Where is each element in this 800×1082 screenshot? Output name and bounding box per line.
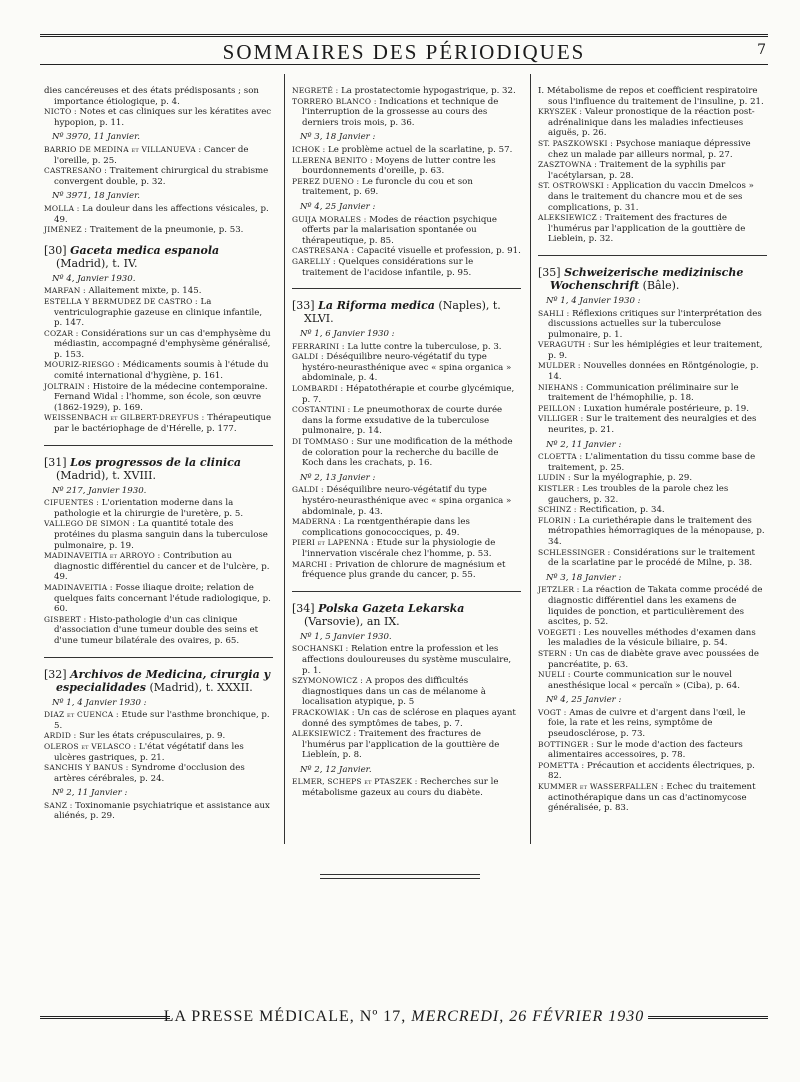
article-author: VERAGUTH : (538, 340, 591, 350)
article-entry (292, 156, 521, 177)
article-entry (538, 516, 767, 548)
article-title: La réaction de Takata comme procédé de diagnostic différentiel dans les examens de liquides de ponction, et particulièrement des ascites, p. 52. (548, 585, 763, 628)
journal-heading-32 (44, 668, 273, 694)
article-title: Rectification, p. 34. (576, 505, 665, 516)
article-entry (292, 215, 521, 247)
article-author: KISTLER : (538, 484, 580, 493)
article-author: NEGRETÉ : (292, 86, 339, 95)
page-header (40, 28, 768, 68)
article-author: ST. OSTROWSKI : (538, 181, 610, 191)
issue-heading: Nº 1, 6 Janvier 1930 : (300, 329, 395, 340)
article-author: ALEKSIEWICZ : (538, 213, 603, 223)
article-title: L'orientation moderne dans la pathologie et la chirurgie de l'uretère, p. 5. (54, 498, 244, 519)
issue-heading: Nº 3, 18 Janvier : (546, 572, 622, 583)
article-entry (538, 181, 767, 213)
issue-heading: Nº 1, 4 Janvier 1930 : (52, 697, 147, 708)
article-author: SANZ : (44, 800, 73, 810)
article-title: L'état végétatif dans les ulcères gastriques, p. 21. (54, 741, 244, 763)
article-entry (538, 383, 767, 404)
article-author: CLOETTA : (538, 452, 583, 462)
article-entry (44, 801, 273, 822)
article-entry (44, 551, 273, 583)
entries-32a (44, 710, 273, 784)
article-author: ESTELLA Y BERMUDEZ DE CASTRO : (44, 296, 198, 306)
article-title: Histo-pathologie d'un cas clinique d'association d'une tumeur double des seins et d'une tumeur bilatérale des ovaires, p. 65. (54, 614, 259, 646)
article-author: ICHOK : (292, 144, 326, 154)
article-title: Modes de réaction psychique offerts par la malarisation spontanée ou thérapeutique, p. 85. (302, 214, 497, 246)
header-rule-top (40, 34, 768, 37)
issue-heading: Nº 2, 11 Janvier : (546, 439, 622, 450)
article-entry (538, 473, 767, 484)
article-title: La lutte contre la tuberculose, p. 3. (344, 341, 502, 352)
article-title: La ventriculographie gazeuse en clinique infantile, p. 147. (54, 296, 263, 329)
article-title: Syndrome d'occlusion des artères cérébrales, p. 24. (54, 763, 245, 784)
article-title: Communication préliminaire sur le traitement de l'hémophilie, p. 18. (548, 382, 739, 404)
article-title: La prostatectomie hypogastrique, p. 32. (338, 86, 516, 96)
article-author: DIAZ et CUENCA : (44, 710, 119, 720)
article-title: La quantité totale des protéines du plasma sanguin dans la tuberculose pulmonaire, p. 19. (54, 519, 268, 551)
article-entry (538, 548, 767, 569)
article-entry (292, 485, 521, 517)
article-title: Privation de chlorure de magnésium et fréquence plus grande du cancer, p. 55. (302, 559, 506, 581)
article-entry (538, 585, 767, 627)
end-rule (320, 878, 480, 879)
article-author: JETZLER : (538, 585, 580, 595)
article-title: Luxation humérale postérieure, p. 19. (580, 403, 749, 414)
article-entry (292, 145, 521, 156)
article-title: Thérapeutique par le bactériophage de d'Hérelle, p. 177. (54, 413, 272, 435)
article-entry (44, 225, 273, 236)
article-title: Relation entre la profession et les affections douloureuses du système musculaire, p. 1. (302, 644, 512, 676)
article-author: VOEGETI : (538, 627, 582, 637)
journal-heading-30 (44, 244, 273, 270)
article-author: SOCHANSKI : (292, 644, 349, 654)
article-title: Médicaments soumis à l'étude du comité international d'hygiène, p. 161. (54, 360, 269, 382)
column-left (44, 86, 273, 822)
article-entry (538, 452, 767, 473)
column-divider-right (530, 74, 531, 844)
footer-date: MERCREDI, 26 FÉVRIER 1930 (411, 1008, 645, 1025)
article-entry (538, 414, 767, 435)
article-title: Etude sur la physiologie de l'innervation viscérale chez l'homme, p. 53. (302, 538, 496, 559)
journal-name: Los progressos de la clinica (70, 455, 241, 469)
article-author: POMETTA : (538, 760, 585, 770)
article-title: Indications et technique de l'interruption de la grossesse au cours des derniers trois mois, p. 36. (302, 96, 499, 128)
entries-continued (292, 86, 521, 128)
end-rules (320, 874, 480, 882)
journal-number: [32] (44, 667, 67, 681)
entries-35c (538, 585, 767, 691)
article-title: Sur les états crépusculaires, p. 9. (76, 731, 226, 742)
article-author: GALDI : (292, 352, 324, 362)
article-title: A propos des difficultés diagnostiques dans un cas de mélanome à localisation atypique, p. 5 (302, 676, 486, 708)
journal-name: Schweizerische medizinische Wochenschrift (550, 265, 744, 292)
article-entry (292, 177, 521, 198)
article-author: MADINAVEITIA et ARROYO : (44, 551, 161, 561)
article-title: Toxinomanie psychiatrique et assistance aux aliénés, p. 29. (54, 800, 270, 822)
journal-number: [30] (44, 243, 67, 257)
article-author: CIFUENTES : (44, 498, 99, 508)
section-rule (292, 288, 521, 289)
journal-number: [33] (292, 299, 315, 313)
journal-info: (Naples), t. XLVI. (304, 299, 501, 326)
journal-info: (Madrid), t. IV. (56, 256, 138, 270)
entries-continued (44, 86, 273, 128)
article-title: Les nouvelles méthodes d'examen dans les maladies de la vésicule biliaire, p. 54. (548, 627, 756, 649)
article-entry (538, 139, 767, 160)
journal-name: Gaceta medica espanola (70, 243, 220, 257)
issue-heading: Nº 1, 4 Janvier 1930 : (546, 295, 641, 306)
article-entry (292, 777, 521, 798)
article-entry (44, 204, 273, 225)
article-title: Sur le mode d'action des facteurs alimentaires accessoires, p. 78. (548, 739, 743, 761)
footer-journal: LA PRESSE MÉDICALE, Nº 17, (163, 1008, 407, 1025)
article-title: Courte communication sur le nouvel anesthésique local « percaïn » (Ciba), p. 64. (548, 670, 740, 691)
entries-31 (44, 498, 273, 646)
article-entry (538, 340, 767, 361)
article-entry (44, 286, 273, 297)
article-title: Contribution au diagnostic différentiel du cancer et de l'ulcère, p. 49. (54, 551, 270, 583)
article-entry (538, 761, 767, 782)
article-author: GARELLY : (292, 256, 336, 266)
column-divider-left (284, 74, 285, 844)
article-author: BOTTINGER : (538, 739, 594, 749)
article-author: VALLEGO DE SIMON : (44, 519, 136, 529)
article-entry (538, 740, 767, 761)
issue-heading: Nº 3970, 11 Janvier. (52, 132, 140, 143)
article-author: LLERENA BENITO : (292, 155, 373, 165)
article-title: Précaution et accidents électriques, p. 82. (548, 760, 755, 782)
article-entry (292, 676, 521, 708)
article-author: WEISSENBACH et GILBERT-DREYFUS : (44, 413, 205, 423)
entries-32b (44, 801, 273, 822)
article-author: SCHLESSINGER : (538, 547, 611, 557)
article-author: KRYSZEK : (538, 107, 583, 117)
article-author: OLEROS et VELASCO : (44, 741, 137, 751)
journal-number: [34] (292, 601, 315, 615)
article-entry (44, 742, 273, 763)
article-author: ZASZTOWNA : (538, 160, 597, 170)
section-rule (44, 445, 273, 446)
article-entry (44, 763, 273, 784)
article-entry (292, 97, 521, 129)
article-author: VOGT : (538, 707, 567, 717)
article-entry (44, 107, 273, 128)
article-entry (44, 86, 273, 107)
article-entry (292, 257, 521, 278)
article-title: Sur le traitement des neuralgies et des neurites, p. 21. (548, 414, 757, 436)
issue-heading: Nº 1, 5 Janvier 1930. (300, 631, 392, 642)
article-title: Cancer de l'oreille, p. 25. (54, 144, 249, 166)
article-title: Sur les hémiplégies et leur traitement, p. 9. (548, 340, 763, 361)
article-author: MARCHI : (292, 559, 333, 569)
article-entry (44, 519, 273, 551)
article-title: Hépatothérapie et courbe glycémique, p. 7. (302, 384, 515, 405)
article-title: Notes et cas cliniques sur les kératites avec hypopion, p. 11. (54, 107, 272, 128)
article-entry (292, 729, 521, 761)
article-author: NICTO : (44, 107, 77, 117)
article-author: DI TOMMASO : (292, 437, 354, 447)
article-author: TORRERO BLANCO : (292, 96, 377, 106)
article-entry (538, 213, 767, 245)
entries-n4 (292, 215, 521, 279)
article-title: Allaitement mixte, p. 145. (85, 286, 202, 297)
article-author: PIERI et LAPENNA : (292, 538, 374, 548)
article-title: dies cancéreuses et des états prédisposants ; son importance étiologique, p. 4. (44, 86, 259, 107)
article-entry (538, 708, 767, 740)
journal-heading-35 (538, 266, 767, 292)
article-author: GISBERT : (44, 614, 87, 624)
article-title: Traitement des fractures de l'humérus par l'application de la gouttière de Lieblein, p. 32. (548, 213, 746, 245)
article-entry (292, 644, 521, 676)
article-entry (538, 160, 767, 181)
article-entry (44, 498, 273, 519)
column-middle (292, 86, 521, 799)
issue-heading: Nº 4, Janvier 1930. (52, 273, 136, 284)
article-entry (44, 329, 273, 361)
footer-text (40, 1008, 768, 1026)
issue-heading: Nº 2, 11 Janvier : (52, 788, 128, 799)
article-author: CASTRESANO : (44, 166, 107, 176)
issue-heading: Nº 4, 25 Janvier : (546, 695, 622, 706)
article-entry (292, 342, 521, 353)
article-entry (538, 107, 767, 139)
article-title: Sur une modification de la méthode de coloration pour la recherche du bacille de Koch dans les crachats, p. 16. (302, 437, 513, 469)
article-author: GALDI : (292, 485, 324, 495)
article-entry (44, 297, 273, 329)
article-title: Réflexions critiques sur l'interprétation des discussions actuelles sur la tuberculose pulmonaire, p. 1. (548, 308, 762, 340)
article-title: Considérations sur un cas d'emphysème du médiastin, accompagné d'emphysème généralisé, p. 153. (54, 328, 271, 360)
article-author: MADERNA : (292, 517, 341, 527)
article-author: JIMÉNEZ : (44, 225, 88, 235)
issue-heading: Nº 2, 13 Janvier : (300, 472, 376, 483)
article-author: PEILLON : (538, 403, 581, 413)
article-author: SANCHIS Y BANUS : (44, 763, 129, 773)
article-title: Traitement de la syphilis par l'acétylarsan, p. 28. (548, 160, 726, 181)
journal-name: Polska Gazeta Lekarska (318, 601, 465, 615)
article-entry (538, 309, 767, 341)
article-title: Déséquilibre neuro-végétatif du type hystéro-neurasthénique avec « spina organica » abdominale, p. 4. (302, 352, 512, 384)
article-title: Moyens de lutter contre les bourdonnements d'oreille, p. 63. (302, 155, 496, 177)
article-entry (292, 405, 521, 437)
issue-heading: Nº 4, 25 Janvier : (300, 201, 376, 212)
article-title: Traitement des fractures de l'humérus par l'application de la gouttière de Liebleín, p. 8. (302, 729, 500, 761)
article-author: JOLTRAIN : (44, 381, 91, 391)
article-title: I. Métabolisme de repos et coefficient respiratoire sous l'influence du traitement de l'insuline, p. 21. (538, 86, 764, 107)
article-entry (538, 670, 767, 691)
article-author: FRACKOWIAK : (292, 707, 355, 717)
article-title: Le furoncle du cou et son traitement, p. 69. (302, 176, 473, 198)
article-entry (538, 361, 767, 382)
article-title: Traitement de la pneumonie, p. 53. (87, 225, 244, 236)
entries-30 (44, 286, 273, 434)
article-title: La curiethérapie dans le traitement des métropathies hémorragiques de la ménopause, p. 34. (548, 515, 765, 547)
article-entry (292, 246, 521, 257)
article-title: Le pneumothorax de courte durée dans la forme exsudative de la tuberculose pulmonaire, p. 14. (302, 405, 503, 437)
article-title: Capacité visuelle et profession, p. 91. (354, 246, 521, 257)
article-author: VILLIGER : (538, 414, 584, 424)
article-entry (44, 382, 273, 414)
article-entry (292, 517, 521, 538)
entries-33a (292, 342, 521, 469)
article-author: LOMBARDI : (292, 384, 344, 394)
issue-heading: Nº 217, Janvier 1930. (52, 485, 147, 496)
entries-3970 (44, 145, 273, 187)
article-author: PEREZ DUENO : (292, 176, 360, 186)
journal-name: Archivos de Medicina, cirurgia y especialidades (56, 667, 270, 694)
article-entry (292, 538, 521, 559)
article-title: Psychose maniaque dépressive chez un malade par ailleurs normal, p. 27. (548, 138, 751, 160)
article-title: La rœntgenthérapie dans les complications gonococciques, p. 49. (302, 517, 470, 538)
issue-heading: Nº 3971, 18 Janvier. (52, 191, 140, 202)
article-author: ELMER, SCHEPS et PTASZEK : (292, 777, 418, 787)
article-author: BARRIO DE MEDINA et VILLANUEVA : (44, 144, 202, 154)
article-author: MOLLA : (44, 203, 80, 213)
article-title: Etude sur l'asthme bronchique, p. 5. (54, 710, 270, 731)
journal-info: (Varsovie), an IX. (304, 614, 400, 628)
article-title: Considérations sur le traitement de la scarlatine par le procédé de Milne, p. 38. (548, 547, 755, 569)
section-rule (292, 591, 521, 592)
page-number: 7 (757, 42, 766, 58)
article-entry (538, 782, 767, 814)
article-title: Histoire de la médecine contemporaine. Fernand Widal : l'homme, son école, son œuvre (1862-1929), p. 169. (54, 381, 268, 413)
entries-35d (538, 708, 767, 814)
journal-info: (Bâle). (639, 278, 680, 292)
article-author: SZYMONOWICZ : (292, 676, 363, 686)
section-rule (538, 255, 767, 256)
article-entry (538, 628, 767, 649)
entries-3971 (44, 204, 273, 236)
article-entry (292, 708, 521, 729)
section-rule (44, 657, 273, 658)
article-entry (44, 583, 273, 615)
article-title: Le problème actuel de la scarlatine, p. 57. (325, 144, 513, 155)
issue-heading: Nº 3, 18 Janvier : (300, 132, 376, 143)
article-entry (538, 404, 767, 415)
article-author: MULDER : (538, 361, 581, 371)
article-title: Echec du traitement actinothérapique dans un cas d'actinomycose généralisée, p. 83. (548, 782, 756, 814)
article-entry (538, 484, 767, 505)
article-author: NIEHANS : (538, 382, 584, 392)
journal-number: [35] (538, 265, 561, 279)
article-author: SCHINZ : (538, 505, 577, 515)
article-author: ALEKSIEWICZ : (292, 729, 357, 739)
article-author: FERRARINI : (292, 341, 345, 351)
article-author: GUIJA MORALES : (292, 214, 367, 224)
article-entry (44, 145, 273, 166)
article-author: ARDID : (44, 731, 77, 741)
article-entry (44, 360, 273, 381)
journal-heading-33 (292, 299, 521, 325)
article-title: Quelques considérations sur le traitement de l'acidose infantile, p. 95. (302, 256, 474, 278)
article-author: SAHLI : (538, 308, 570, 318)
entries-n3 (292, 145, 521, 198)
journal-number: [31] (44, 455, 67, 469)
article-title: Amas de cuivre et d'argent dans l'œil, le foie, la rate et les reins, symptôme de pseudosclérose, p. 73. (548, 707, 746, 740)
journal-name: La Riforma medica (318, 299, 435, 313)
article-title: Application du vaccin Dmelcos » dans le traitement du chancre mou et de ses complications, p. 31. (548, 181, 754, 213)
page-footer (40, 1004, 768, 1030)
article-entry (44, 413, 273, 434)
article-entry (44, 166, 273, 187)
article-entry (292, 384, 521, 405)
article-title: Valeur pronostique de la réaction post-adrénalinique dans les maladies infectieuses aiguës, p. 26. (548, 107, 755, 139)
column-right (538, 86, 767, 814)
article-entry (44, 615, 273, 647)
article-author: NUELI : (538, 670, 571, 680)
article-entry (292, 437, 521, 469)
article-title: La douleur dans les affections vésicales, p. 49. (54, 203, 269, 225)
journal-heading-31 (44, 456, 273, 482)
article-entry (292, 560, 521, 581)
journal-heading-34 (292, 602, 521, 628)
journal-info: (Madrid), t. XXXII. (145, 680, 253, 694)
page-title: SOMMAIRES DES PÉRIODIQUES (222, 40, 586, 64)
article-author: MOURIZ-RIESGO : (44, 360, 120, 370)
article-entry (538, 505, 767, 516)
entries-34b (292, 777, 521, 798)
article-title: Un cas de diabète grave avec poussées de pancréatite, p. 63. (548, 648, 759, 670)
article-author: STERN : (538, 648, 573, 658)
article-title: Recherches sur le métabolisme gazeux au cours du diabète. (302, 777, 499, 799)
article-entry (292, 86, 521, 97)
article-title: Les troubles de la parole chez les gauchers, p. 32. (548, 484, 729, 505)
entries-34a (292, 644, 521, 761)
article-entry (538, 86, 767, 107)
header-rule-bottom (40, 64, 768, 65)
article-title: Fosse iliaque droite; relation de quelques faits concernant l'étude radiologique, p. 60. (54, 582, 271, 615)
article-author: ST. PASZKOWSKI : (538, 138, 614, 148)
article-author: MADINAVEITIA : (44, 582, 113, 592)
article-author: LUDIN : (538, 473, 571, 483)
article-entry (44, 731, 273, 742)
article-title: Un cas de sclérose en plaques ayant donné des symptômes de tabes, p. 7. (302, 707, 516, 729)
entries-35b (538, 452, 767, 569)
article-author: KUMMER et WASSERFALLEN : (538, 782, 664, 792)
article-author: COSTANTINI : (292, 405, 351, 415)
entries-continued (538, 86, 767, 245)
entries-35a (538, 309, 767, 436)
article-entry (44, 710, 273, 731)
article-author: CASTRESANA : (292, 246, 355, 256)
article-author: MARFAN : (44, 286, 86, 296)
article-entry (292, 352, 521, 384)
article-title: Sur la myélographie, p. 29. (570, 473, 693, 484)
article-author: FLORIN : (538, 515, 577, 525)
article-title: L'alimentation du tissu comme base de traitement, p. 25. (548, 452, 756, 473)
article-title: Déséquilibre neuro-végétatif du type hystéro-neurasthénique avec « spina organica » abdominale, p. 43. (302, 485, 512, 517)
issue-heading: Nº 2, 12 Janvier. (300, 764, 372, 775)
article-entry (538, 649, 767, 670)
journal-info: (Madrid), t. XVIII. (56, 468, 156, 482)
end-rule (320, 874, 480, 875)
entries-33b (292, 485, 521, 580)
article-title: Nouvelles données en Röntgénologie, p. 14. (548, 361, 759, 383)
article-author: COZAR : (44, 328, 79, 338)
article-title: Traitement chirurgical du strabisme convergent double, p. 32. (54, 166, 269, 187)
